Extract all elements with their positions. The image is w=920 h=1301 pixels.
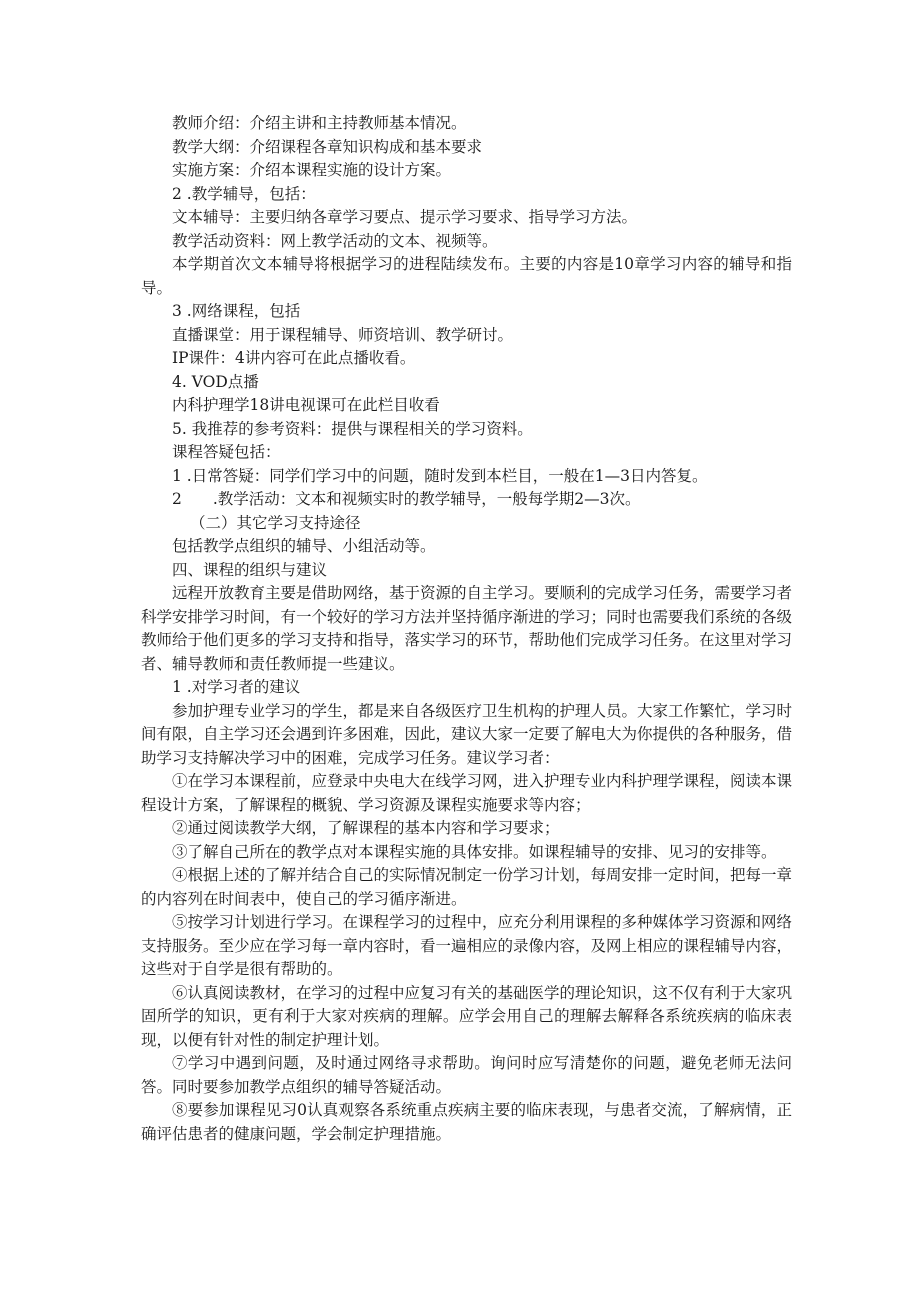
section-other-support: （二）其它学习支持途径 [190,513,361,532]
line-tv-course: 内科护理学18讲电视课可在此栏目收看 [172,396,440,414]
para-first-tutor: 本学期首次文本辅导将根据学习的进程陆续发布。主要的内容是10章学习内容的辅导和指导。 [141,255,792,297]
line-daily-qa: 1 .日常答疑：同学们学习中的问题，随时发到本栏目，一般在1—3日内答复。 [172,466,708,485]
line-text-tutoring: 文本辅导：主要归纳各章学习要点、提示学习要求、指导学习方法。 [172,208,638,226]
line-activity-materials: 教学活动资料：网上教学活动的文本、视频等。 [172,231,498,250]
line-teacher-intro: 教师介绍：介绍主讲和主持教师基本情况。 [172,114,467,132]
list-item: ⑤按学习计划进行学习。在课程学习的过程中，应充分利用课程的多种媒体学习资源和网络支持服务。至少应在学习每一章内容时，看一遍相应的录像内容，及网上相应的课程辅导内容，这些对于自学是很有帮助的。 [141,913,793,978]
list-item: ④根据上述的了解并结合自己的实际情况制定一份学习计划，每周安排一定时间，把每一章的内容列在时间表中，使自己的学习循序渐进。 [141,866,793,908]
para-remote-education: 远程开放教育主要是借助网络，基于资源的自主学习。要顺利的完成学习任务，需要学习者科学安排学习时间，有一个较好的学习方法并坚持循序渐进的学习；同时也需要我们系统的各级教师给于他们更多的学习支持和指导，落实学习的环节，帮助他们完成学习任务。在这里对学习者、辅导教师和责任教师提一些建议。 [141,584,793,673]
document-body [141,112,793,1146]
line-vod: 4. VOD点播 [172,372,259,391]
list-item: ⑦学习中遇到问题，及时通过网络寻求帮助。询问时应写清楚你的问题，避免老师无法问答。同时要参加教学点组织的辅导答疑活动。 [141,1054,792,1096]
line-ip-courseware: IP课件：4讲内容可在此点播收看。 [172,349,416,367]
line-teaching-activity: 2 .教学活动：文本和视频实时的教学辅导，一般每学期2—3次。 [172,490,641,508]
line-network-course: 3 .网络课程，包括 [172,302,301,320]
line-implementation: 实施方案：介绍本课程实施的设计方案。 [172,161,452,179]
list-item: ⑥认真阅读教材，在学习的过程中应复习有关的基础医学的理论知识，这不仅有利于大家巩固所学的知识，更有利于大家对疾病的理解。应学会用自己的理解去解释各系统疾病的临床表现，以便有针对性的制定护理计划。 [141,983,793,1049]
section-course-organization: 四、课程的组织与建议 [172,560,328,579]
subsection-learner-advice: 1 .对学习者的建议 [172,678,301,696]
line-live-class: 直播课堂：用于课程辅导、师资培训、教学研讨。 [172,325,514,344]
line-other-support: 包括教学点组织的辅导、小组活动等。 [172,537,436,555]
list-item: ①在学习本课程前，应登录中央电大在线学习网，进入护理专业内科护理学课程，阅读本课程设计方案，了解课程的概貌、学习资源及课程实施要求等内容； [141,772,793,814]
line-syllabus: 教学大纲：介绍课程各章知识构成和基本要求 [172,137,483,156]
line-qa-heading: 课程答疑包括： [172,443,281,461]
list-item: ③了解自己所在的教学点对本课程实施的具体安排。如课程辅导的安排、见习的安排等。 [172,842,777,861]
list-item: ⑧要参加课程见习0认真观察各系统重点疾病主要的临床表现，与患者交流，了解病情，正确评估患者的健康问题，学会制定护理措施。 [141,1101,792,1143]
line-tutoring-heading: 2 .教学辅导，包括： [172,184,316,203]
list-item: ②通过阅读教学大纲，了解课程的基本内容和学习要求； [172,819,560,837]
line-references: 5. 我推荐的参考资料：提供与课程相关的学习资料。 [172,419,533,438]
para-learner-intro: 参加护理专业学习的学生，都是来自各级医疗卫生机构的护理人员。大家工作繁忙，学习时间有限，自主学习还会遇到许多困难，因此，建议大家一定要了解电大为你提供的各种服务，借助学习支持解决学习中的困难，完成学习任务。建议学习者： [141,701,793,767]
